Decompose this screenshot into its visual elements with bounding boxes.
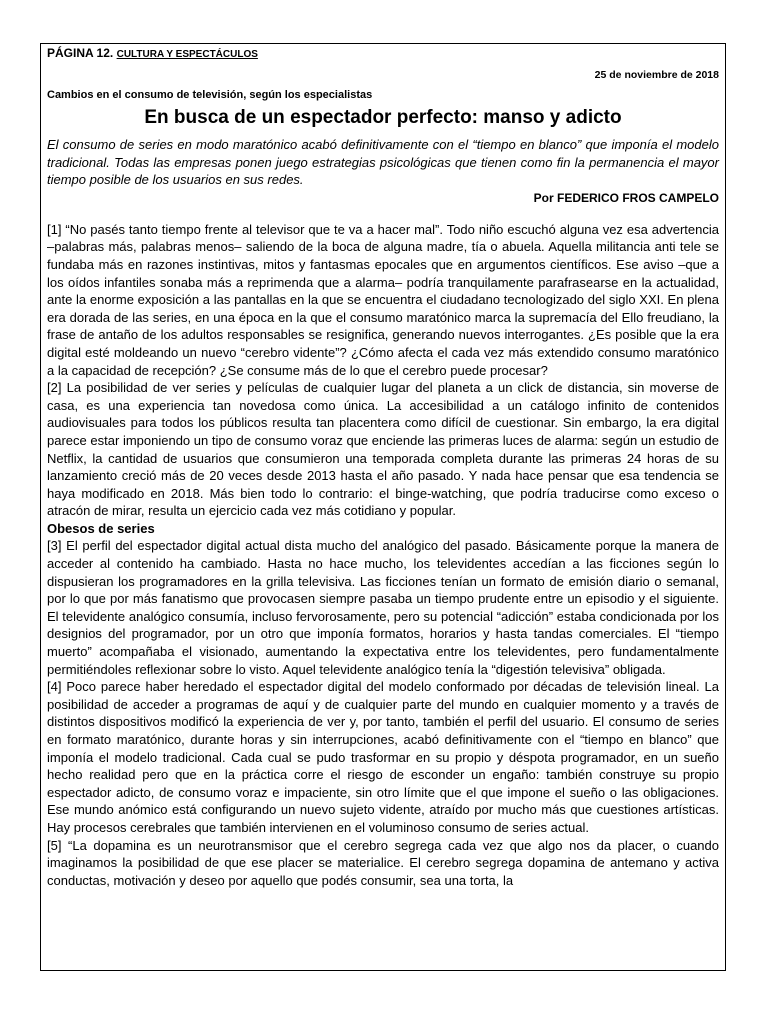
paragraph-5: [5] “La dopamina es un neurotransmisor que el cerebro segrega cada vez que algo nos da placer, o cuando imaginamos la posibilidad de que ese placer se materialice. El cerebro segrega dopamina de antemano y activa conductas, motivación y deseo por aquello que podés consumir, sea una torta, la [47, 837, 719, 888]
section-heading: Obesos de series [47, 520, 155, 536]
document-page [40, 43, 726, 971]
article-lead: El consumo de series en modo maratónico acabó definitivamente con el “tiempo en blanco” que imponía el modelo tradicional. Todas las empresas ponen juego estrategias psicológicas que tienen como fin la permanencia el mayor tiempo posible de los usuarios en sus redes. [47, 137, 719, 188]
article-author: Por FEDERICO FROS CAMPELO [533, 190, 719, 205]
article-title: En busca de un espectador perfecto: manso y adicto [144, 107, 622, 128]
publication-date: 25 de noviembre de 2018 [594, 69, 719, 81]
paragraph-2: [2] La posibilidad de ver series y películas de cualquier lugar del planeta a un click de distancia, sin moverse de casa, es una experiencia tan novedosa como única. La accesibilidad a un catálogo infinito de contenidos audiovisuales para todos los públicos resulta tan placentera como difícil de cuestionar. Sin embargo, la era digital parece estar imponiendo un tipo de consumo voraz que enciende las primeras luces de alarma: según un estudio de Netflix, la cantidad de usuarios que consumieron una temporada completa durante las primeras 24 horas de su lanzamiento creció más de 20 veces desde 2013 hasta el año pasado. Y nada hace pensar que esa tendencia se haya modificado en 2018. Más bien todo lo contrario: el binge-watching, que podría traducirse como exceso o atracón de mirar, resulta un ejercicio cada vez más cotidiano y popular. [47, 380, 719, 519]
section-name: CULTURA Y ESPECTÁCULOS [116, 49, 258, 60]
paragraph-1: [1] “No pasés tanto tiempo frente al televisor que te va a hacer mal”. Todo niño escuchó alguna vez esa advertencia –palabras más, palabras menos– saliendo de la boca de alguna madre, tía o abuela. Aquella militancia anti tele se fundaba más en razones instintivas, mitos y fantasmas epocales que en argumentos científicos. Ese aviso –que a los oídos infantiles sonaba más a reprimenda que a alarma– podría tranquilamente parafrasearse en la actualidad, ante la enorme exposición a las pantallas en la que se encuentra el ciudadano tecnologizado del siglo XXI. En plena era dorada de las series, en una época en la que el consumo maratónico marca la supremacía del Ello freudiano, la frase de antaño de los adultos responsables se resignifica, generando nuevos interrogantes. ¿Es posible que la era digital esté moldeando un nuevo “cerebro vidente”? ¿Cómo afecta el cada vez más extendido consumo maratónico a la capacidad de recepción? ¿Se consume más de lo que el cerebro puede procesar? [47, 221, 719, 378]
paragraph-3: [3] El perfil del espectador digital actual dista mucho del analógico del pasado. Básicamente porque la manera de acceder al contenido ha cambiado. Hasta no hace mucho, los televidentes accedían a las ficciones según lo dispusieran los programadores en la grilla televisiva. Las ficciones tenían un formato de emisión diario o semanal, por lo que por más fanatismo que provocasen siempre pasaba un tiempo prudente entre un episodio y el siguiente. El televidente analógico consumía, incluso fervorosamente, pero su potencial “adicción” estaba condicionada por los designios del programador, por un otro que imponía formatos, horarios y hasta tandas comerciales. El “tiempo muerto” acompañaba el visionado, aumentando la expectativa entre los televidentes, pero fundamentalmente permitiéndoles reflexionar sobre lo visto. Aquel televidente analógico tenía la “digestión televisiva” obligada. [47, 538, 719, 677]
paragraph-4: [4] Poco parece haber heredado el espectador digital del modelo conformado por décadas de televisión lineal. La posibilidad de acceder a programas de aquí y de cualquier parte del mundo en cualquier momento y a través de distintos dispositivos modificó la experiencia de ver y, por tanto, también el perfil del usuario. El consumo de series en formato maratónico, durante horas y sin interrupciones, acabó definitivamente con el “tiempo en blanco” que imponía el modelo tradicional. Cada cual se pudo trasformar en su propio y déspota programador, en un sueño hecho realidad pero que en la práctica corre el riesgo de esconder un engaño: también construye su propio espectador adicto, de consumo voraz e impaciente, sin otro límite que el que impone el sueño o las obligaciones. Ese mundo anómico está configurando un nuevo sujeto vidente, atraído por mucho más que cuestiones artísticas. Hay procesos cerebrales que también intervienen en el voluminoso consumo de series actual. [47, 679, 719, 835]
article-body [47, 221, 719, 890]
page-header [47, 46, 719, 62]
article-subtitle: Cambios en el consumo de televisión, según los especialistas [47, 89, 373, 101]
page-number: PÁGINA 12. [47, 46, 114, 60]
